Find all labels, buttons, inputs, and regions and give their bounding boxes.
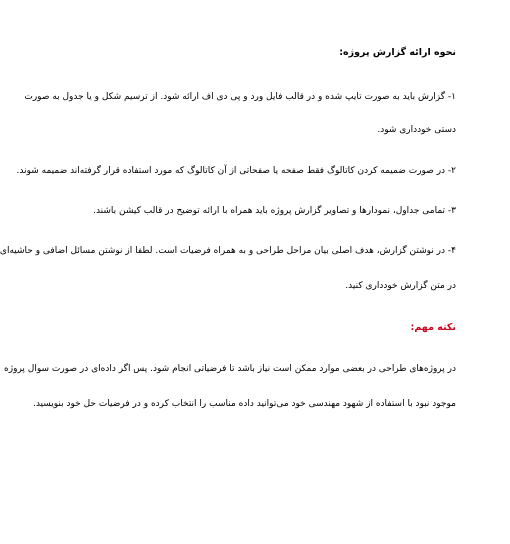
important-note-line-1: در پروژه‌های طراحی در بعضی موارد ممکن است نیاز باشد تا فرضیاتی انجام شود. پس اگر داده‌ای در صورت سوال پروژه <box>4 364 456 374</box>
item-4-line-1: ۴- در نوشتن گزارش، هدف اصلی بیان مراحل طراحی و به همراه فرضیات است. لطفا از نوشتن مسائل اضافی و حاشیه‌ای <box>0 246 456 256</box>
item-1-line-2: دستی خودداری شود. <box>377 125 456 135</box>
item-3-line-1: ۳- تمامی جداول، نمودارها و تصاویر گزارش پروژه باید همراه با ارائه توضیح در قالب کیشن باشند. <box>93 206 456 216</box>
important-note-heading: نکته مهم: <box>410 322 456 333</box>
item-2-line-1: ۲- در صورت ضمیمه کردن کاتالوگ فقط صفحه یا صفحاتی از آن کاتالوگ که مورد استفاده قرار گرفته‌اند ضمیمه شوند. <box>16 166 456 176</box>
item-1-line-1: ۱- گزارش باید به صورت تایپ شده و در قالب فایل ورد و پی دی اف ارائه شود. از ترسیم شکل و یا جدول به صورت <box>24 92 456 102</box>
report-heading: نحوه ارائه گزارش پروژه: <box>339 47 456 58</box>
important-note-line-2: موجود نبود با استفاده از شهود مهندسی خود می‌توانید داده مناسب را انتخاب کرده و در فرضیات حل خود بنویسید. <box>32 399 456 409</box>
item-4-line-2: در متن گزارش خودداری کنید. <box>345 281 456 291</box>
